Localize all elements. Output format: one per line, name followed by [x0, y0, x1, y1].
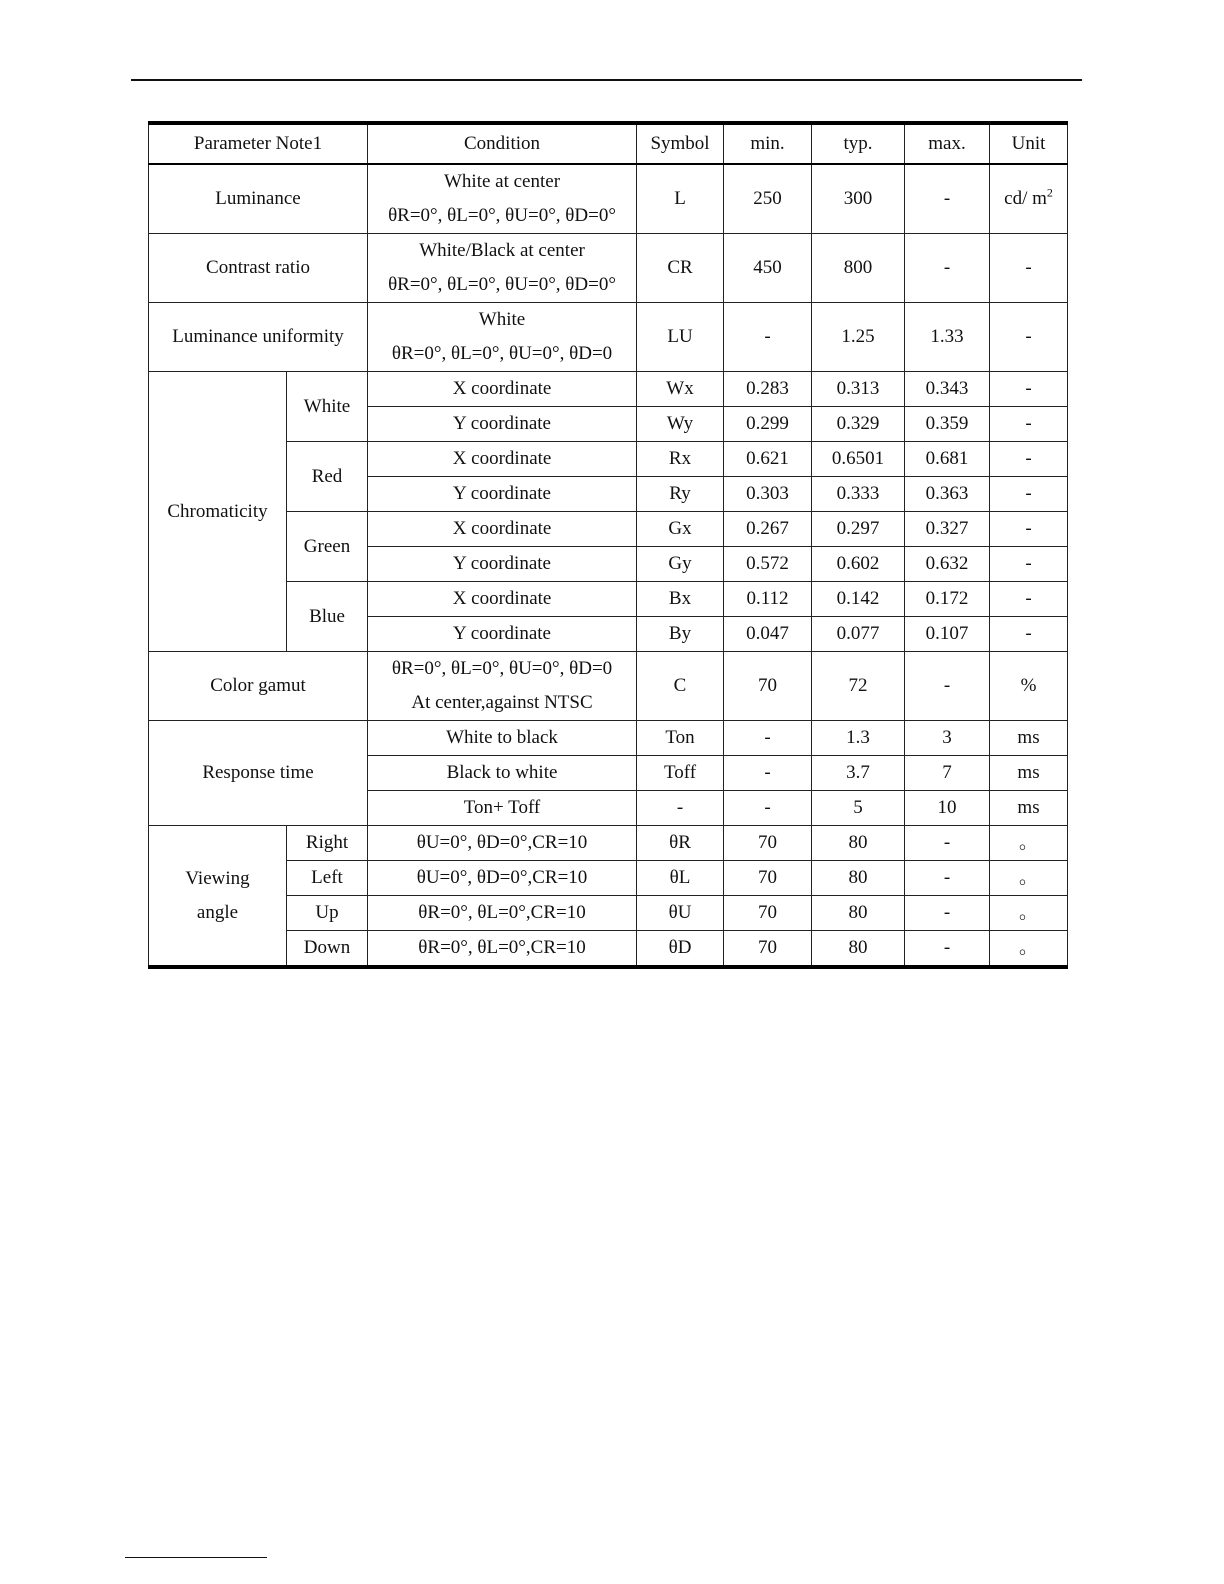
luminance-unit — [990, 164, 1068, 234]
viewing-row — [149, 826, 1068, 861]
condition-line: White — [478, 309, 526, 330]
unit-exponent: 2 — [1046, 185, 1053, 200]
chroma-min: 0.112 — [724, 582, 812, 617]
viewing-direction: Down — [287, 931, 368, 968]
response-min: - — [724, 756, 812, 791]
chroma-max: 0.363 — [905, 477, 990, 512]
chroma-color-label: Blue — [287, 582, 368, 652]
chromaticity-label: Chromaticity — [149, 372, 287, 652]
viewing-direction: Up — [287, 896, 368, 931]
viewing-unit: 。 — [990, 931, 1068, 968]
response-min: - — [724, 721, 812, 756]
response-condition: White to black — [368, 721, 637, 756]
viewing-max: - — [905, 931, 990, 968]
header-typ: typ. — [812, 123, 905, 164]
uniformity-unit: - — [990, 303, 1068, 372]
condition-line: θR=0°, θL=0°, θU=0°, θD=0° — [388, 205, 616, 226]
viewing-symbol: θD — [637, 931, 724, 968]
viewing-condition: θR=0°, θL=0°,CR=10 — [368, 931, 637, 968]
chroma-min: 0.267 — [724, 512, 812, 547]
chroma-color-label: Red — [287, 442, 368, 512]
chroma-condition: X coordinate — [368, 442, 637, 477]
chroma-condition: Y coordinate — [368, 407, 637, 442]
chroma-symbol: Rx — [637, 442, 724, 477]
luminance-label: Luminance — [149, 164, 368, 234]
chromaticity-row — [149, 372, 1068, 407]
gamut-min: 70 — [724, 652, 812, 721]
chromaticity-row — [149, 512, 1068, 547]
chromaticity-row — [149, 582, 1068, 617]
header-row — [149, 123, 1068, 164]
viewing-min: 70 — [724, 826, 812, 861]
condition-line: White at center — [443, 171, 561, 192]
gamut-row — [149, 652, 1068, 721]
chroma-typ: 0.313 — [812, 372, 905, 407]
chroma-condition: Y coordinate — [368, 477, 637, 512]
chroma-max: 0.681 — [905, 442, 990, 477]
viewing-min: 70 — [724, 896, 812, 931]
chroma-max: 0.359 — [905, 407, 990, 442]
uniformity-typ: 1.25 — [812, 303, 905, 372]
chroma-typ: 0.142 — [812, 582, 905, 617]
viewing-max: - — [905, 896, 990, 931]
response-typ: 1.3 — [812, 721, 905, 756]
contrast-min: 450 — [724, 234, 812, 303]
viewing-condition: θR=0°, θL=0°,CR=10 — [368, 896, 637, 931]
chroma-symbol: Gy — [637, 547, 724, 582]
chroma-condition: Y coordinate — [368, 617, 637, 652]
chroma-condition: Y coordinate — [368, 547, 637, 582]
viewing-unit: 。 — [990, 861, 1068, 896]
viewing-row — [149, 896, 1068, 931]
viewing-row — [149, 931, 1068, 968]
viewing-unit: 。 — [990, 826, 1068, 861]
chroma-min: 0.047 — [724, 617, 812, 652]
response-max: 3 — [905, 721, 990, 756]
chromaticity-row — [149, 442, 1068, 477]
viewing-condition: θU=0°, θD=0°,CR=10 — [368, 861, 637, 896]
condition-line: White/Black at center — [419, 240, 585, 261]
chroma-color-label: White — [287, 372, 368, 442]
viewing-symbol: θU — [637, 896, 724, 931]
chroma-typ: 0.329 — [812, 407, 905, 442]
gamut-symbol: C — [637, 652, 724, 721]
chroma-min: 0.299 — [724, 407, 812, 442]
chroma-symbol: Wx — [637, 372, 724, 407]
uniformity-condition — [368, 303, 637, 372]
viewing-typ: 80 — [812, 826, 905, 861]
response-unit: ms — [990, 791, 1068, 826]
chroma-unit: - — [990, 582, 1068, 617]
contrast-condition — [368, 234, 637, 303]
chroma-unit: - — [990, 407, 1068, 442]
response-condition: Ton+ Toff — [368, 791, 637, 826]
response-symbol: Ton — [637, 721, 724, 756]
response-max: 10 — [905, 791, 990, 826]
header-unit: Unit — [990, 123, 1068, 164]
chroma-typ: 0.297 — [812, 512, 905, 547]
contrast-row — [149, 234, 1068, 303]
chroma-min: 0.303 — [724, 477, 812, 512]
chroma-symbol: Wy — [637, 407, 724, 442]
spec-table-wrapper — [148, 121, 1067, 969]
chroma-min: 0.572 — [724, 547, 812, 582]
response-condition: Black to white — [368, 756, 637, 791]
chroma-unit: - — [990, 372, 1068, 407]
viewing-condition: θU=0°, θD=0°,CR=10 — [368, 826, 637, 861]
luminance-typ: 300 — [812, 164, 905, 234]
viewing-direction: Right — [287, 826, 368, 861]
condition-line: At center,against NTSC — [411, 692, 593, 713]
contrast-typ: 800 — [812, 234, 905, 303]
unit-base: cd/ m — [1004, 188, 1047, 209]
viewing-unit: 。 — [990, 896, 1068, 931]
response-symbol: Toff — [637, 756, 724, 791]
response-max: 7 — [905, 756, 990, 791]
condition-line: θR=0°, θL=0°, θU=0°, θD=0 — [391, 343, 613, 364]
response-typ: 3.7 — [812, 756, 905, 791]
viewing-min: 70 — [724, 861, 812, 896]
chroma-unit: - — [990, 617, 1068, 652]
footnote-rule — [125, 1557, 267, 1558]
uniformity-symbol: LU — [637, 303, 724, 372]
chroma-typ: 0.333 — [812, 477, 905, 512]
viewing-label-line: Viewing — [185, 867, 250, 889]
response-typ: 5 — [812, 791, 905, 826]
viewing-symbol: θR — [637, 826, 724, 861]
header-condition: Condition — [368, 123, 637, 164]
luminance-min: 250 — [724, 164, 812, 234]
viewing-direction: Left — [287, 861, 368, 896]
header-min: min. — [724, 123, 812, 164]
gamut-max: - — [905, 652, 990, 721]
viewing-row — [149, 861, 1068, 896]
uniformity-label: Luminance uniformity — [149, 303, 368, 372]
viewing-typ: 80 — [812, 861, 905, 896]
chroma-max: 0.107 — [905, 617, 990, 652]
optical-spec-table — [148, 121, 1068, 969]
viewing-min: 70 — [724, 931, 812, 968]
viewing-label-line: angle — [196, 901, 239, 923]
chroma-min: 0.283 — [724, 372, 812, 407]
response-symbol: - — [637, 791, 724, 826]
chroma-unit: - — [990, 512, 1068, 547]
chroma-symbol: By — [637, 617, 724, 652]
condition-line: θR=0°, θL=0°, θU=0°, θD=0 — [391, 658, 613, 679]
contrast-unit: - — [990, 234, 1068, 303]
response-label: Response time — [149, 721, 368, 826]
uniformity-max: 1.33 — [905, 303, 990, 372]
chroma-unit: - — [990, 547, 1068, 582]
luminance-row — [149, 164, 1068, 234]
chroma-max: 0.172 — [905, 582, 990, 617]
gamut-typ: 72 — [812, 652, 905, 721]
contrast-max: - — [905, 234, 990, 303]
gamut-label: Color gamut — [149, 652, 368, 721]
luminance-symbol: L — [637, 164, 724, 234]
chroma-typ: 0.077 — [812, 617, 905, 652]
viewing-max: - — [905, 826, 990, 861]
chroma-symbol: Ry — [637, 477, 724, 512]
chroma-min: 0.621 — [724, 442, 812, 477]
chroma-color-label: Green — [287, 512, 368, 582]
chroma-symbol: Bx — [637, 582, 724, 617]
chroma-condition: X coordinate — [368, 372, 637, 407]
chroma-condition: X coordinate — [368, 582, 637, 617]
chroma-typ: 0.602 — [812, 547, 905, 582]
uniformity-row — [149, 303, 1068, 372]
chroma-typ: 0.6501 — [812, 442, 905, 477]
response-unit: ms — [990, 721, 1068, 756]
gamut-condition — [368, 652, 637, 721]
chroma-symbol: Gx — [637, 512, 724, 547]
chroma-unit: - — [990, 442, 1068, 477]
condition-line: θR=0°, θL=0°, θU=0°, θD=0° — [388, 274, 616, 295]
chroma-unit: - — [990, 477, 1068, 512]
viewing-symbol: θL — [637, 861, 724, 896]
header-rule — [131, 79, 1082, 81]
chroma-condition: X coordinate — [368, 512, 637, 547]
response-min: - — [724, 791, 812, 826]
chroma-max: 0.327 — [905, 512, 990, 547]
contrast-label: Contrast ratio — [149, 234, 368, 303]
luminance-condition — [368, 164, 637, 234]
viewing-label — [149, 826, 287, 968]
viewing-typ: 80 — [812, 931, 905, 968]
header-max: max. — [905, 123, 990, 164]
viewing-typ: 80 — [812, 896, 905, 931]
luminance-max: - — [905, 164, 990, 234]
contrast-symbol: CR — [637, 234, 724, 303]
response-row — [149, 721, 1068, 756]
chroma-max: 0.632 — [905, 547, 990, 582]
header-parameter: Parameter Note1 — [149, 123, 368, 164]
header-symbol: Symbol — [637, 123, 724, 164]
gamut-unit: % — [990, 652, 1068, 721]
response-unit: ms — [990, 756, 1068, 791]
chroma-max: 0.343 — [905, 372, 990, 407]
viewing-max: - — [905, 861, 990, 896]
uniformity-min: - — [724, 303, 812, 372]
